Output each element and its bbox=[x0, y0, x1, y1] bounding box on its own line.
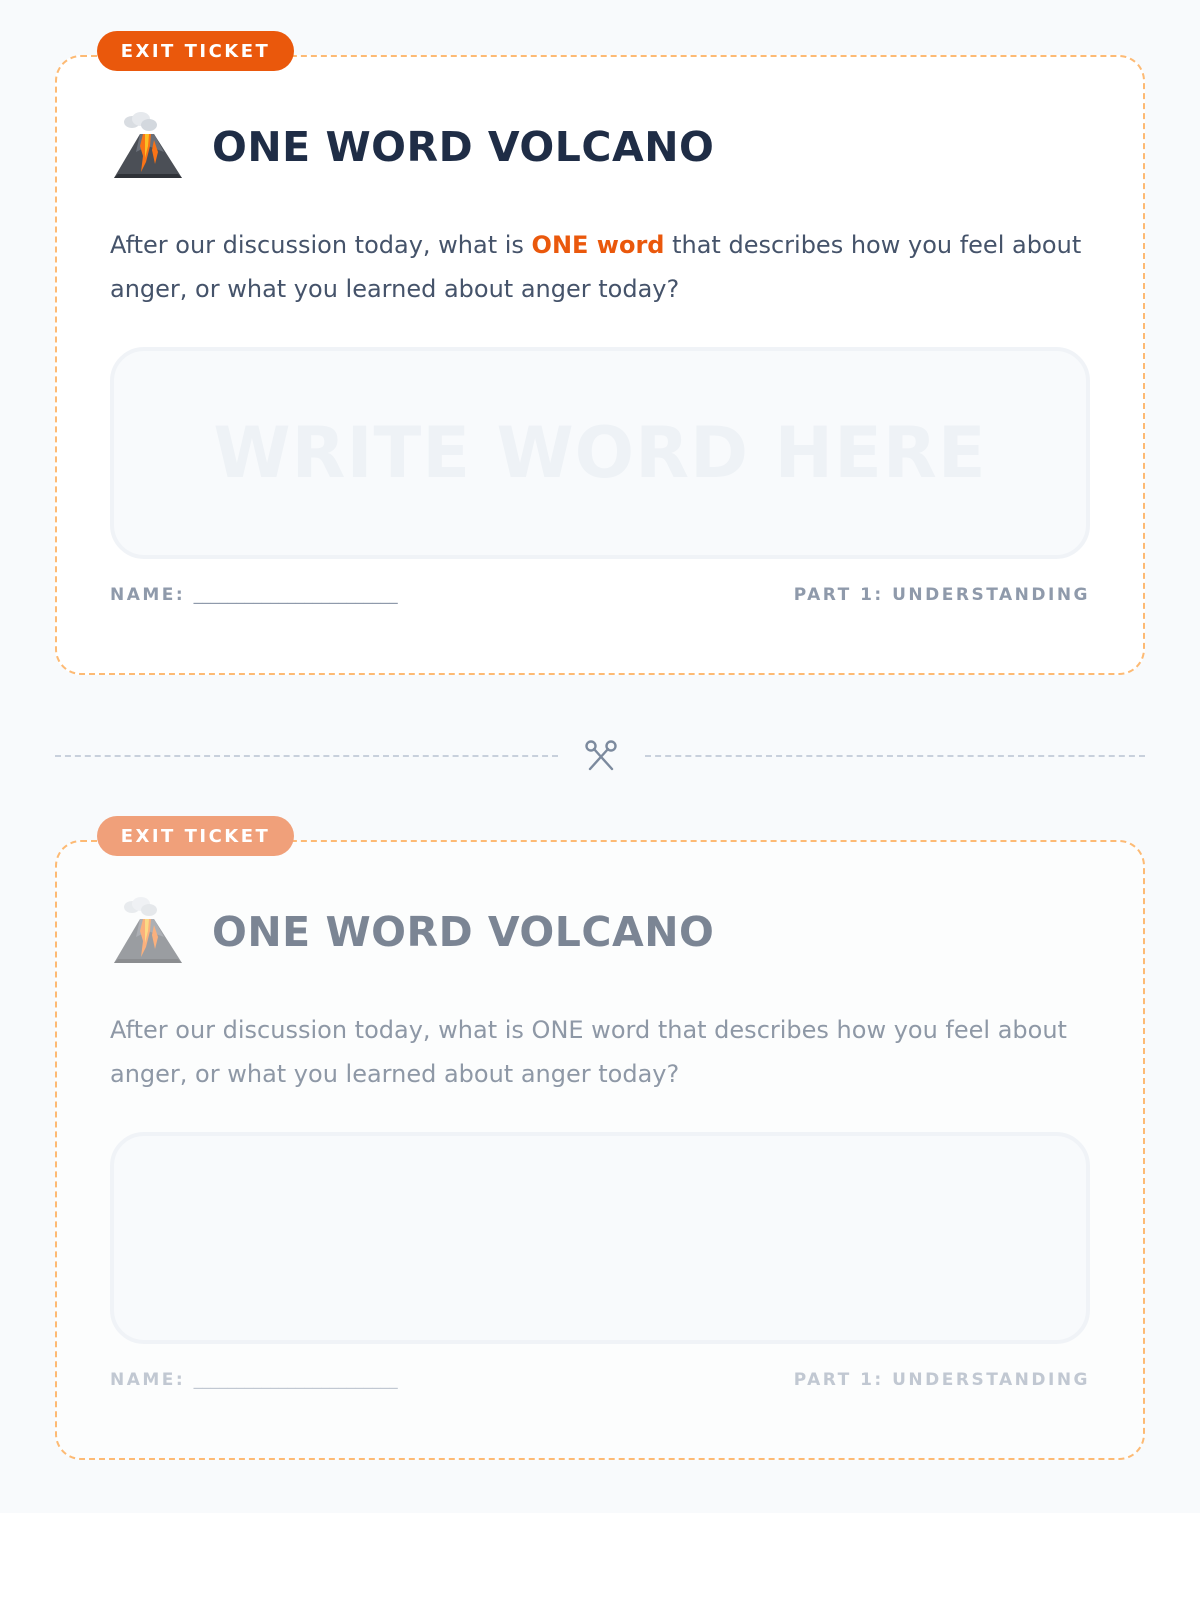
ticket-title: ONE WORD VOLCANO bbox=[212, 123, 715, 171]
prompt-highlight: ONE word bbox=[531, 231, 665, 259]
exit-ticket-card bbox=[55, 825, 1145, 1460]
exit-ticket-badge: EXIT TICKET bbox=[97, 31, 294, 71]
volcano-icon bbox=[110, 112, 186, 182]
answer-box[interactable] bbox=[110, 1132, 1090, 1344]
scissors-icon bbox=[584, 739, 618, 773]
name-label: NAME: bbox=[110, 585, 186, 605]
name-field[interactable] bbox=[110, 585, 398, 605]
ticket-title: ONE WORD VOLCANO bbox=[212, 908, 715, 956]
prompt-highlight: ONE word bbox=[531, 1016, 651, 1044]
ticket-prompt bbox=[110, 1008, 1100, 1096]
section-label: PART 1: UNDERSTANDING bbox=[793, 585, 1090, 605]
name-line: ________________________ bbox=[193, 585, 398, 605]
ticket-prompt bbox=[110, 223, 1100, 311]
prompt-text: After our discussion today, what is bbox=[110, 231, 532, 259]
ticket-header bbox=[110, 112, 714, 182]
cut-divider bbox=[55, 735, 1145, 775]
answer-box[interactable] bbox=[110, 347, 1090, 559]
exit-ticket-badge: EXIT TICKET bbox=[97, 816, 294, 856]
ticket-header bbox=[110, 897, 714, 967]
name-line: ________________________ bbox=[193, 1370, 398, 1390]
prompt-text-end: that describes how you feel about anger, or what you learned about anger today? bbox=[110, 231, 1082, 303]
prompt-text-end: that describes how you feel about anger, or what you learned about anger today? bbox=[110, 1016, 1067, 1088]
ticket-footer bbox=[110, 1370, 1090, 1390]
answer-placeholder: WRITE WORD HERE bbox=[213, 412, 987, 494]
exit-ticket-card bbox=[55, 40, 1145, 675]
section-label: PART 1: UNDERSTANDING bbox=[793, 1370, 1090, 1390]
volcano-icon bbox=[110, 897, 186, 967]
name-label: NAME: bbox=[110, 1370, 186, 1390]
cut-line-left bbox=[55, 755, 558, 757]
cut-line-right bbox=[645, 755, 1145, 757]
name-field[interactable] bbox=[110, 1370, 398, 1390]
ticket-footer bbox=[110, 585, 1090, 605]
prompt-text: After our discussion today, what is bbox=[110, 1016, 532, 1044]
